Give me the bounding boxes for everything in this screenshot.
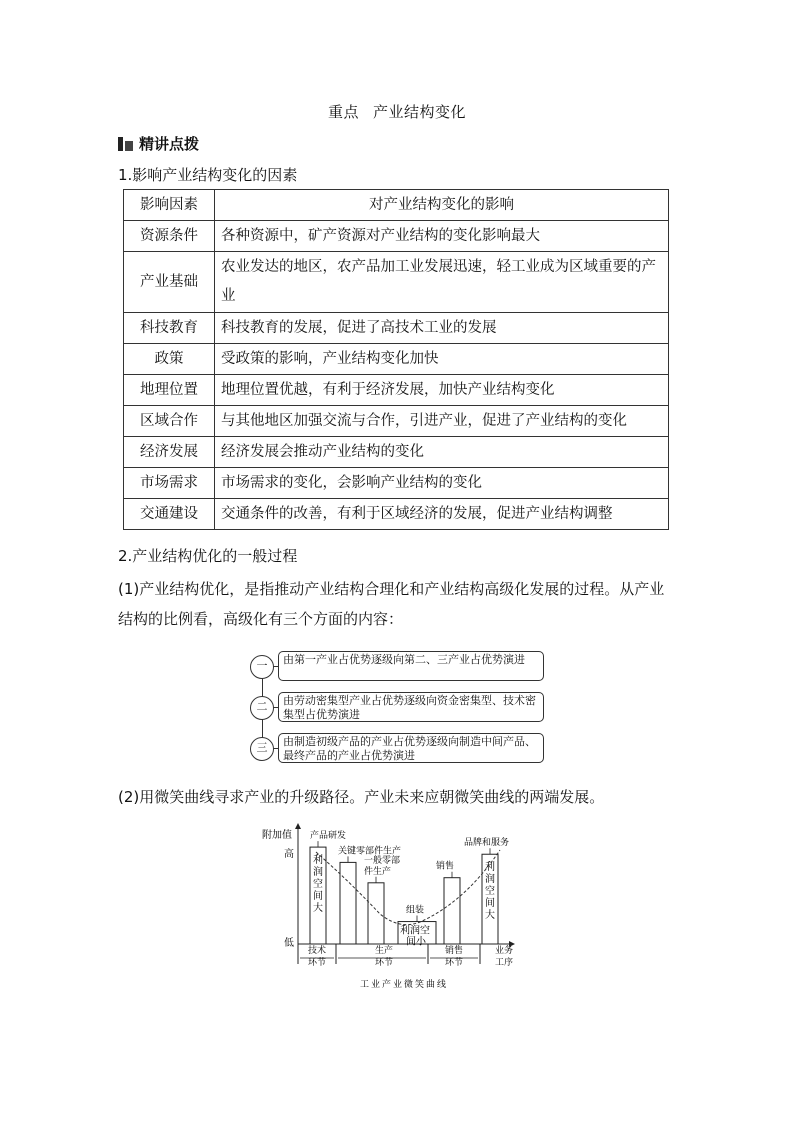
heading-process: 2.产业结构优化的一般过程	[118, 547, 298, 565]
table-header: 影响因素	[124, 190, 215, 221]
bar-label: 件生产	[364, 866, 392, 877]
bar-inner-text: 空	[313, 879, 323, 891]
factor-cell: 市场需求	[124, 468, 215, 499]
table-row	[124, 221, 669, 252]
bar-inner-text: 间小	[406, 936, 426, 948]
section-label: 精讲点拨	[139, 135, 200, 153]
value-bar	[444, 878, 460, 944]
bar-inner-text: 间	[313, 891, 323, 903]
stage-label: 环节	[375, 958, 394, 968]
bar-inner-text: 间	[485, 898, 495, 910]
table-row	[124, 468, 669, 499]
step-number: 三	[250, 737, 274, 761]
bar-label: 销售	[436, 861, 455, 872]
bar-label: 一般零部	[364, 855, 401, 866]
stage-label: 技术	[308, 946, 327, 956]
paragraph-smile-curve: (2)用微笑曲线寻求产业的升级路径。产业未来应朝微笑曲线的两端发展。	[118, 788, 605, 806]
effect-cell: 与其他地区加强交流与合作，引进产业，促进了产业结构的变化	[215, 406, 669, 437]
bars-layer	[310, 829, 509, 947]
table-row	[124, 499, 669, 530]
process-step: 由劳动密集型产业占优势逐级向资金密集型、技术密集型占优势演进	[278, 692, 544, 722]
section-heading	[118, 133, 199, 154]
y-low-label: 低	[284, 938, 294, 949]
table-row	[124, 437, 669, 468]
page-title-text: 产业结构变化	[373, 103, 467, 121]
table-row	[124, 313, 669, 344]
table-row	[124, 406, 669, 437]
factor-cell: 政策	[124, 344, 215, 375]
paragraph-optimization: (1)产业结构优化，是指推动产业结构合理化和产业结构高级化发展的过程。从产业结构的比例看，高级化有三个方面的内容：	[118, 580, 665, 628]
effect-cell: 科技教育的发展，促进了高技术工业的发展	[215, 313, 669, 344]
bar-label: 品牌和服务	[464, 838, 510, 849]
table-row	[124, 252, 669, 313]
table-row	[124, 375, 669, 406]
bar-inner-text: 大	[313, 903, 323, 915]
table-row	[124, 344, 669, 375]
bar-inner-text: 空	[485, 886, 495, 898]
value-bar	[368, 883, 384, 944]
factor-cell: 资源条件	[124, 221, 215, 252]
y-high-label: 高	[284, 849, 294, 860]
factor-cell: 科技教育	[124, 313, 215, 344]
x-axis-label: 业务	[495, 946, 514, 956]
bar-inner-text: 利润空	[400, 925, 430, 937]
step-number: 一	[250, 655, 274, 679]
bar-inner-text: 利	[485, 862, 495, 874]
heading-factors: 1.影响产业结构变化的因素	[118, 166, 298, 184]
section-marker-icon	[118, 137, 133, 151]
effect-cell: 各种资源中，矿产资源对产业结构的变化影响最大	[215, 221, 669, 252]
y-axis-arrow-icon	[295, 823, 301, 829]
x-axis-label: 工序	[495, 958, 514, 968]
process-diagram	[250, 648, 550, 768]
factor-cell: 地理位置	[124, 375, 215, 406]
effect-cell: 地理位置优越，有利于经济发展，加快产业结构变化	[215, 375, 669, 406]
bar-label: 组装	[406, 905, 425, 916]
bar-inner-text: 润	[313, 867, 323, 879]
factors-table	[123, 189, 669, 530]
effect-cell: 受政策的影响，产业结构变化加快	[215, 344, 669, 375]
factor-cell: 交通建设	[124, 499, 215, 530]
smile-curve-diagram	[262, 822, 540, 992]
smile-curve-svg	[262, 822, 540, 992]
factor-cell: 经济发展	[124, 437, 215, 468]
page-title	[0, 101, 794, 122]
effect-cell: 农业发达的地区，农产品加工业发展迅速，轻工业成为区域重要的产业	[215, 252, 669, 313]
factor-cell: 区域合作	[124, 406, 215, 437]
effect-cell: 经济发展会推动产业结构的变化	[215, 437, 669, 468]
stage-label: 环节	[308, 958, 327, 968]
bar-label: 关键零部件生产	[338, 846, 402, 857]
table-header: 对产业结构变化的影响	[215, 190, 669, 221]
effect-cell: 交通条件的改善，有利于区域经济的发展，促进产业结构调整	[215, 499, 669, 530]
page-title-prefix: 重点	[327, 103, 359, 121]
bar-label: 产品研发	[310, 831, 347, 842]
factor-cell: 产业基础	[124, 252, 215, 313]
bar-inner-text: 大	[485, 910, 495, 922]
stage-label: 环节	[445, 958, 464, 968]
y-axis-label: 附加值	[262, 830, 292, 841]
bar-inner-text: 利	[313, 855, 323, 867]
effect-cell: 市场需求的变化，会影响产业结构的变化	[215, 468, 669, 499]
stage-label: 销售	[445, 946, 464, 956]
value-bar	[340, 862, 356, 944]
bar-inner-text: 润	[485, 874, 495, 886]
chart-caption: 工业产业微笑曲线	[360, 980, 449, 990]
process-step: 由第一产业占优势逐级向第二、三产业占优势演进	[278, 651, 544, 681]
stage-label: 生产	[375, 946, 394, 956]
table-header-row	[124, 190, 669, 221]
process-step: 由制造初级产品的产业占优势逐级向制造中间产品、最终产品的产业占优势演进	[278, 733, 544, 763]
step-number: 二	[250, 696, 274, 720]
